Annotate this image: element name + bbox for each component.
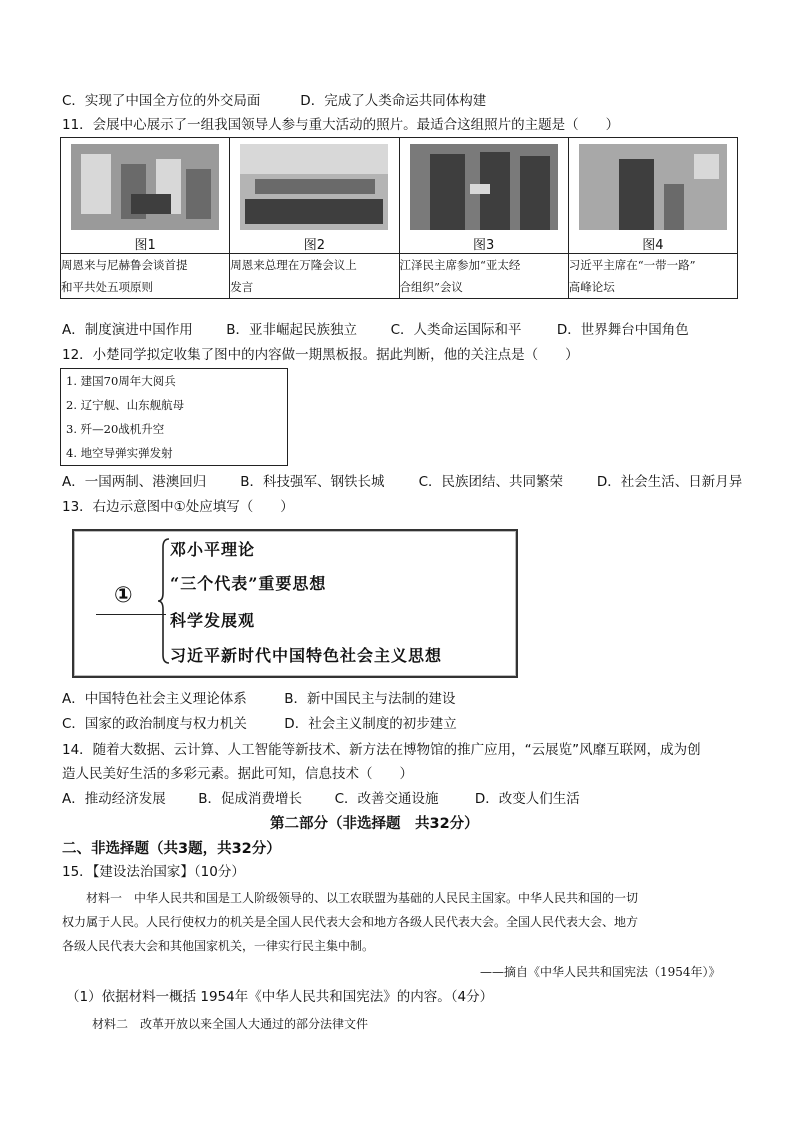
q13-diagram bbox=[72, 529, 518, 678]
q14-option-c: C．改善交通设施 bbox=[334, 791, 439, 807]
part-two-title: 第二部分（非选择题 共32分） bbox=[270, 816, 479, 832]
q12-options bbox=[62, 473, 742, 491]
q11-stem: 11．会展中心展示了一组我国领导人参与重大活动的照片。最适合这组照片的主题是（ ） bbox=[62, 117, 620, 133]
board-item-4: 4. 地空导弹实弹发射 bbox=[66, 446, 173, 460]
section-heading: 二、非选择题（共3题，共32分） bbox=[62, 841, 281, 857]
brace-icon bbox=[158, 537, 170, 665]
figure-1 bbox=[61, 138, 230, 254]
q10-option-c: C．实现了中国全方位的外交局面 bbox=[62, 93, 261, 109]
q15-title: 15．【建设法治国家】（10分） bbox=[62, 864, 245, 880]
material1-line2: 权力属于人民。人民行使权力的机关是全国人民代表大会和地方各级人民代表大会。全国人民代表大会、地方 bbox=[62, 915, 639, 929]
figure-4 bbox=[568, 138, 737, 254]
figure-3-caption: 江泽民主席参加“亚太经 合组织”会议 bbox=[399, 254, 568, 299]
q14-stem-line1: 14．随着大数据、云计算、人工智能等新技术、新方法在博物馆的推广应用，“云展览”风靡互联网，成为创 bbox=[62, 742, 701, 758]
q13-stem: 13．右边示意图中①处应填写（ ） bbox=[62, 499, 294, 515]
q11-photo-table bbox=[60, 137, 738, 299]
figure-4-caption: 习近平主席在“一带一路” 高峰论坛 bbox=[568, 254, 737, 299]
diagram-item-4: 习近平新时代中国特色社会主义思想 bbox=[170, 646, 443, 665]
figure-1-label: 图1 bbox=[134, 238, 156, 253]
q12-option-d: D．社会生活、日新月异 bbox=[596, 474, 743, 490]
blank-marker: ① bbox=[114, 583, 133, 608]
q13-option-c: C．国家的政治制度与权力机关 bbox=[62, 716, 247, 732]
figure-3-label: 图3 bbox=[472, 238, 495, 253]
q13-options-row1 bbox=[62, 690, 456, 708]
q11-option-a: A．制度演进中国作用 bbox=[62, 322, 193, 338]
q12-option-a: A．一国两制、港澳回归 bbox=[62, 474, 207, 490]
photo-4-image bbox=[579, 144, 727, 230]
blank-underline bbox=[96, 614, 166, 615]
figure-1-caption: 周恩来与尼赫鲁会谈首提 和平共处五项原则 bbox=[61, 254, 230, 299]
photo-2-image bbox=[240, 144, 388, 230]
material1-line3: 各级人民代表大会和其他国家机关，一律实行民主集中制。 bbox=[62, 939, 375, 953]
q12-blackboard-list bbox=[60, 368, 288, 466]
material1-line1: 材料一 中华人民共和国是工人阶级领导的、以工农联盟为基础的人民民主国家。中华人民共和国的一切 bbox=[86, 891, 639, 905]
photo-1-image bbox=[71, 144, 219, 230]
diagram-item-1: 邓小平理论 bbox=[170, 540, 256, 559]
q13-options-row2 bbox=[62, 715, 457, 733]
photo-3-image bbox=[410, 144, 558, 230]
q14-option-a: A．推动经济发展 bbox=[62, 791, 166, 807]
q13-option-b: B．新中国民主与法制的建设 bbox=[284, 691, 456, 707]
material2-title: 材料二 改革开放以来全国人大通过的部分法律文件 bbox=[92, 1017, 369, 1031]
figure-2-caption: 周恩来总理在万隆会议上 发言 bbox=[230, 254, 399, 299]
q15-subquestion-1: （1）依据材料一概括 1954年《中华人民共和国宪法》的内容。（4分） bbox=[66, 989, 494, 1005]
figure-2 bbox=[230, 138, 399, 254]
board-item-3: 3. 歼—20战机升空 bbox=[66, 422, 165, 436]
q12-option-c: C．民族团结、共同繁荣 bbox=[418, 474, 564, 490]
q11-option-d: D．世界舞台中国角色 bbox=[556, 322, 689, 338]
q12-option-b: B．科技强军、钢铁长城 bbox=[240, 474, 385, 490]
figure-4-label: 图4 bbox=[642, 238, 664, 253]
board-item-1: 1. 建国70周年大阅兵 bbox=[66, 374, 176, 388]
board-item-2: 2. 辽宁舰、山东舰航母 bbox=[66, 398, 185, 412]
figure-2-label: 图2 bbox=[303, 238, 326, 253]
diagram-item-3: 科学发展观 bbox=[170, 611, 256, 630]
q10-option-d: D．完成了人类命运共同体构建 bbox=[300, 93, 487, 109]
q11-option-c: C．人类命运国际和平 bbox=[390, 322, 522, 338]
q11-options bbox=[62, 321, 689, 339]
q14-stem-line2: 造人民美好生活的多彩元素。据此可知，信息技术（ ） bbox=[62, 766, 413, 782]
diagram-item-2: “三个代表”重要思想 bbox=[170, 574, 327, 593]
q13-option-d: D．社会主义制度的初步建立 bbox=[284, 716, 457, 732]
q14-option-b: B．促成消费增长 bbox=[198, 791, 303, 807]
figure-3 bbox=[399, 138, 568, 254]
q12-stem: 12．小楚同学拟定收集了图中的内容做一期黑板报。据此判断，他的关注点是（ ） bbox=[62, 347, 579, 363]
q14-option-d: D．改变人们生活 bbox=[474, 791, 580, 807]
q13-option-a: A．中国特色社会主义理论体系 bbox=[62, 691, 247, 707]
q14-options bbox=[62, 790, 580, 808]
q10-options bbox=[62, 92, 486, 110]
material1-source: ——摘自《中华人民共和国宪法（1954年）》 bbox=[480, 965, 721, 979]
q11-option-b: B．亚非崛起民族独立 bbox=[226, 322, 358, 338]
